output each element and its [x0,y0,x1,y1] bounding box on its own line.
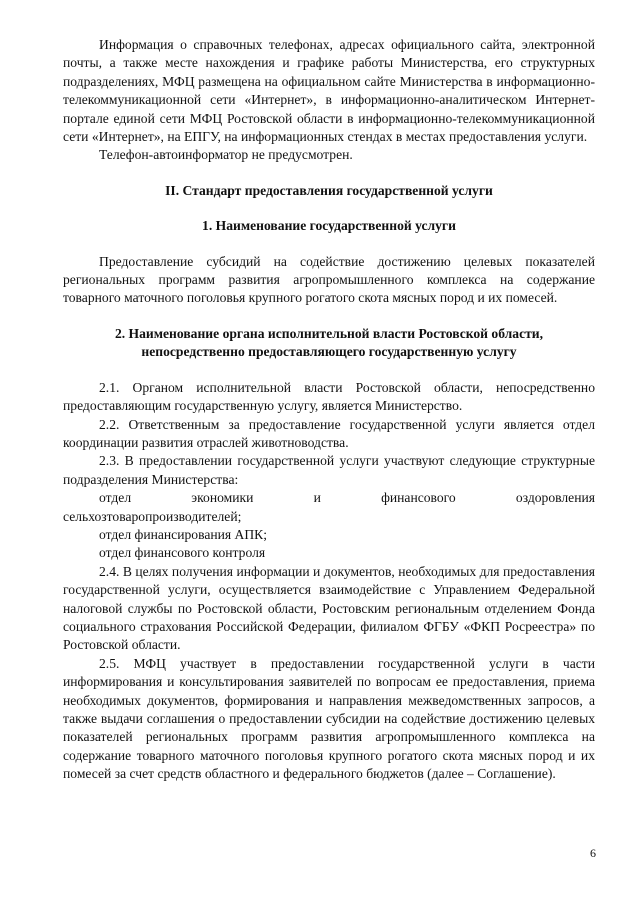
paragraph-2-5: 2.5. МФЦ участвует в предоставлении государственной услуги в части информирования и консультирования заявителей по вопросам ее предоставления, приема необходимых документов, формирования и направления межведомственных запросов, а также выдачи соглашения о предоставлении субсидии на содействие достижению целевых показателей региональных программ развития агропромышленного комплекса на содержание товарного маточного поголовья крупного рогатого скота мясных пород и их помесей за счет средств областного и федерального бюджетов (далее – Соглашение). [63,655,595,782]
subsection-2-title-line2: непосредственно предоставляющего государственную услугу [141,344,517,360]
intro-paragraph: Информация о справочных телефонах, адресах официального сайта, электронной почты, а также месте нахождения и графике работы Министерства, его структурных подразделениях, МФЦ размещена на официальном сайте Министерства в информационно-телекоммуникационной сети «Интернет», в информационно-аналитическом Интернет-портале единой сети МФЦ Ростовской области в информационно-телекоммуникационной сети «Интернет», на ЕПГУ, на информационных стендах в местах предоставления услуги. [63,37,595,145]
subsection-1-title: 1. Наименование государственной услуги [202,218,456,234]
department-1-line2: сельхозтоваропроизводителей; [63,508,242,524]
subsection-2-title-line1: 2. Наименование органа исполнительной власти Ростовской области, [114,325,544,341]
document-page [63,36,595,784]
page-number: 6 [590,846,596,860]
subsection-2-title [63,325,595,362]
intro-phone-note: Телефон-автоинформатор не предусмотрен. [99,147,353,163]
department-2: отдел финансирования АПК; [99,526,268,542]
department-3: отдел финансового контроля [99,545,266,561]
paragraph-2-2: 2.2. Ответственным за предоставление государственной услуги является отдел координации развития отраслей животноводства. [63,416,595,450]
section-title: II. Стандарт предоставления государственной услуги [165,182,493,198]
paragraph-2-1: 2.1. Органом исполнительной власти Ростовской области, непосредственно предоставляющим государственную услугу, является Министерство. [63,379,595,414]
department-1-line1: отдел экономики и финансового оздоровления [99,490,595,506]
paragraph-2-4: 2.4. В целях получения информации и документов, необходимых для предоставления государственной услуги, осуществляется взаимодействие с Управлением Федеральной налоговой службы по Ростовской области, Ростовским региональным отделением Фонда социального страхования Российской Федерации, филиалом ФГБУ «ФКП Росреестра» по Ростовской области. [63,563,595,653]
paragraph-2-3: 2.3. В предоставлении государственной услуги участвуют следующие структурные подразделения Министерства: [63,453,595,487]
service-name-paragraph: Предоставление субсидий на содействие достижению целевых показателей региональных программ развития агропромышленного комплекса на содержание товарного маточного поголовья крупного рогатого скота мясных пород и их помесей. [63,253,595,306]
